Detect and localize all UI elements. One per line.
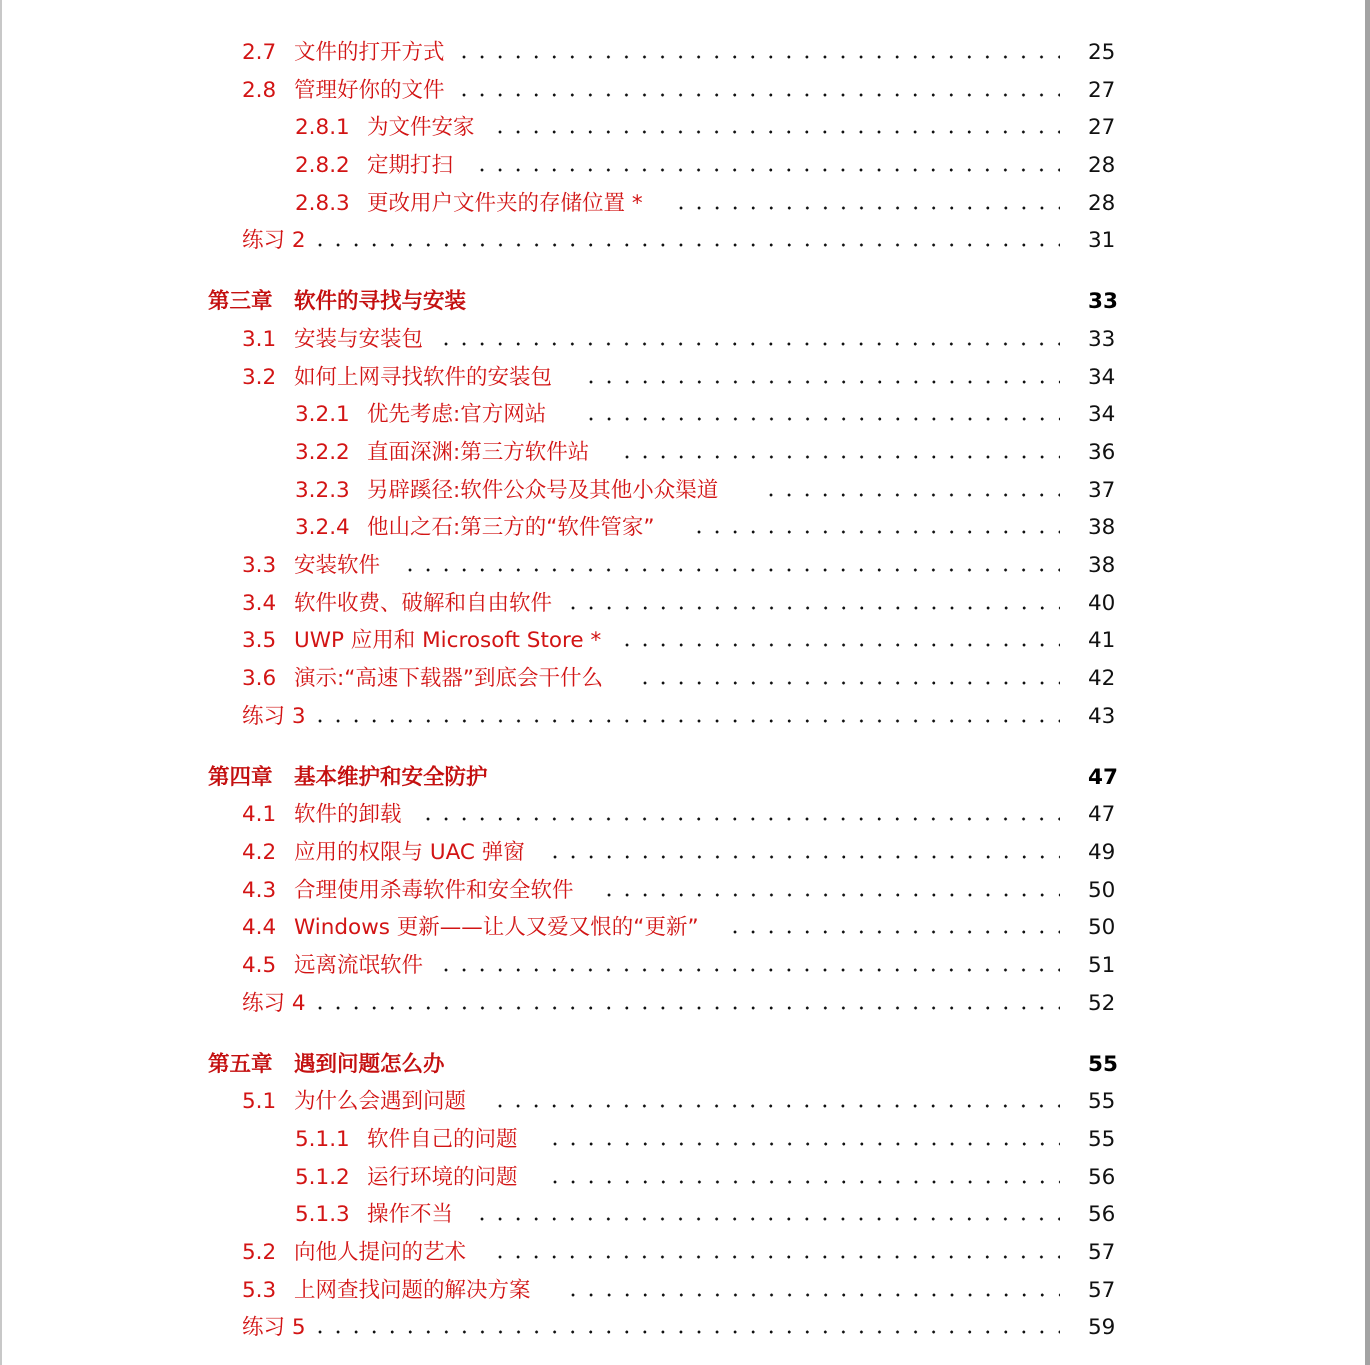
toc-entry-number: 3.2.4: [295, 515, 350, 540]
dot-leader: [401, 551, 1060, 581]
toc-entry-title: 为文件安家: [367, 115, 475, 140]
toc-entry-title: 上网查找问题的解决方案: [294, 1278, 531, 1303]
toc-entry-number: 3.4: [242, 591, 277, 616]
toc-entry-number: 2.8.2: [295, 153, 350, 178]
toc-entry-title: 优先考虑:官方网站: [367, 402, 547, 427]
toc-entry-number: 5.2: [242, 1240, 277, 1265]
toc-entry-title: UWP 应用和 Microsoft Store *: [294, 628, 602, 653]
toc-entry-page-number: 57: [1088, 1240, 1116, 1265]
toc-entry-page-number: 55: [1088, 1089, 1116, 1114]
toc-entry-chapter[interactable]: [0, 1050, 1360, 1080]
toc-entry-number: 2.8.1: [295, 115, 350, 140]
toc-entry-page-number: 47: [1088, 802, 1116, 827]
toc-entry-title: 安装与安装包: [294, 327, 424, 352]
dot-leader: [582, 363, 1060, 393]
toc-entry-page-number: 43: [1088, 704, 1116, 729]
toc-entry-title: 另辟蹊径:软件公众号及其他小众渠道: [367, 478, 719, 503]
toc-entry-page-number: 33: [1088, 327, 1116, 352]
toc-entry-section[interactable]: [0, 76, 1360, 106]
toc-entry-page-number: 34: [1088, 402, 1116, 427]
toc-entry-page-number: 42: [1088, 666, 1116, 691]
toc-entry-title: 基本维护和安全防护: [294, 765, 488, 790]
toc-entry-section[interactable]: [0, 551, 1360, 581]
toc-entry-title: 软件的卸载: [294, 802, 402, 827]
toc-entry-title: 运行环境的问题: [367, 1165, 518, 1190]
toc-entry-page-number: 34: [1088, 365, 1116, 390]
dot-leader: [618, 438, 1060, 468]
toc-entry-number: 2.8.3: [295, 191, 350, 216]
toc-entry-section[interactable]: [0, 626, 1360, 656]
toc-entry-subsection[interactable]: [0, 1125, 1360, 1155]
dot-leader: [762, 476, 1060, 506]
toc-entry-number: 2.8: [242, 78, 277, 103]
dot-leader: [546, 838, 1060, 868]
toc-entry-subsection[interactable]: [0, 438, 1360, 468]
toc-entry-title: 管理好你的文件: [294, 78, 445, 103]
dot-leader: [437, 951, 1060, 981]
toc-entry-title: 软件自己的问题: [367, 1127, 518, 1152]
toc-entry-title: 安装软件: [294, 553, 381, 578]
toc-entry-title: 应用的权限与 UAC 弹窗: [294, 840, 525, 865]
toc-entry-number: 第三章: [208, 289, 273, 314]
dot-leader: [419, 800, 1060, 830]
toc-entry-number: 练习 2: [242, 228, 306, 253]
toc-entry-number: 4.2: [242, 840, 277, 865]
toc-entry-title: 操作不当: [367, 1202, 454, 1227]
toc-entry-page-number: 27: [1088, 78, 1116, 103]
toc-entry-subsection[interactable]: [0, 113, 1360, 143]
toc-entry-number: 3.6: [242, 666, 277, 691]
toc-entry-title: 合理使用杀毒软件和安全软件: [294, 878, 574, 903]
toc-entry-number: 5.1.1: [295, 1127, 350, 1152]
dot-leader: [672, 189, 1060, 219]
dot-leader: [564, 589, 1060, 619]
toc-entry-exercise[interactable]: [0, 226, 1360, 256]
toc-entry-page-number: 27: [1088, 115, 1116, 140]
toc-entry-chapter[interactable]: [0, 287, 1360, 317]
dot-leader: [437, 325, 1060, 355]
toc-entry-section[interactable]: [0, 363, 1360, 393]
toc-entry-page-number: 31: [1088, 228, 1116, 253]
toc-entry-number: 3.1: [242, 327, 277, 352]
dot-leader: [491, 1087, 1060, 1117]
toc-entry-section[interactable]: [0, 951, 1360, 981]
toc-entry-page-number: 25: [1088, 40, 1116, 65]
dot-leader: [455, 38, 1060, 68]
toc-entry-subsection[interactable]: [0, 151, 1360, 181]
toc-entry-number: 3.2.3: [295, 478, 350, 503]
toc-entry-page-number: 28: [1088, 153, 1116, 178]
toc-entry-page-number: 52: [1088, 991, 1116, 1016]
toc-entry-title: Windows 更新——让人又爱又恨的“更新”: [294, 915, 699, 940]
toc-entry-title: 定期打扫: [367, 153, 454, 178]
toc-entry-number: 3.5: [242, 628, 277, 653]
toc-entry-number: 4.1: [242, 802, 277, 827]
dot-leader: [311, 989, 1060, 1019]
toc-entry-number: 3.2.1: [295, 402, 350, 427]
toc-entry-number: 4.3: [242, 878, 277, 903]
toc-entry-section[interactable]: [0, 1276, 1360, 1306]
toc-entry-exercise[interactable]: [0, 1313, 1360, 1343]
toc-entry-subsection[interactable]: [0, 189, 1360, 219]
toc-entry-subsection[interactable]: [0, 476, 1360, 506]
dot-leader: [546, 1163, 1060, 1193]
dot-leader: [582, 400, 1060, 430]
toc-entry-number: 练习 4: [242, 991, 306, 1016]
toc-entry-number: 练习 3: [242, 704, 306, 729]
toc-entry-number: 5.3: [242, 1278, 277, 1303]
dot-leader: [564, 1276, 1060, 1306]
toc-entry-title: 文件的打开方式: [294, 40, 445, 65]
toc-entry-number: 5.1.2: [295, 1165, 350, 1190]
dot-leader: [311, 226, 1060, 256]
toc-entry-page-number: 55: [1088, 1127, 1116, 1152]
toc-entry-number: 第四章: [208, 765, 273, 790]
toc-entry-page-number: 55: [1088, 1052, 1118, 1077]
toc-entry-title: 如何上网寻找软件的安装包: [294, 365, 553, 390]
toc-entry-page-number: 56: [1088, 1202, 1116, 1227]
toc-entry-page-number: 33: [1088, 289, 1118, 314]
dot-leader: [491, 1238, 1060, 1268]
toc-entry-page-number: 49: [1088, 840, 1116, 865]
toc-entry-page-number: 37: [1088, 478, 1116, 503]
toc-entry-title: 软件收费、破解和自由软件: [294, 591, 553, 616]
toc-entry-title: 软件的寻找与安装: [294, 289, 467, 314]
toc-entry-title: 直面深渊:第三方软件站: [367, 440, 590, 465]
toc-entry-number: 第五章: [208, 1052, 273, 1077]
toc-entry-section[interactable]: [0, 589, 1360, 619]
toc-entry-section[interactable]: [0, 800, 1360, 830]
dot-leader: [311, 702, 1060, 732]
dot-leader: [546, 1125, 1060, 1155]
toc-entry-page-number: 50: [1088, 915, 1116, 940]
toc-entry-page-number: 56: [1088, 1165, 1116, 1190]
toc-entry-section[interactable]: [0, 664, 1360, 694]
toc-entry-page-number: 51: [1088, 953, 1116, 978]
toc-entry-page-number: 59: [1088, 1315, 1116, 1340]
toc-entry-page-number: 47: [1088, 765, 1118, 790]
toc-entry-page-number: 38: [1088, 515, 1116, 540]
toc-entry-number: 3.3: [242, 553, 277, 578]
dot-leader: [600, 876, 1060, 906]
dot-leader: [618, 626, 1060, 656]
toc-entry-section[interactable]: [0, 325, 1360, 355]
toc-entry-page-number: 38: [1088, 553, 1116, 578]
toc-entry-number: 4.4: [242, 915, 277, 940]
toc-entry-subsection[interactable]: [0, 1200, 1360, 1230]
dot-leader: [690, 513, 1060, 543]
dot-leader: [491, 113, 1060, 143]
toc-entry-section[interactable]: [0, 1087, 1360, 1117]
toc-entry-subsection[interactable]: [0, 400, 1360, 430]
toc-entry-title: 为什么会遇到问题: [294, 1089, 467, 1114]
toc-entry-title: 他山之石:第三方的“软件管家”: [367, 515, 655, 540]
toc-entry-number: 4.5: [242, 953, 277, 978]
dot-leader: [473, 151, 1060, 181]
toc-entry-page-number: 40: [1088, 591, 1116, 616]
toc-entry-number: 3.2: [242, 365, 277, 390]
toc-entry-title: 远离流氓软件: [294, 953, 424, 978]
dot-leader: [455, 76, 1060, 106]
toc-entry-number: 练习 5: [242, 1315, 306, 1340]
vertical-scrollbar[interactable]: [1365, 0, 1370, 1365]
toc-entry-page-number: 28: [1088, 191, 1116, 216]
toc-entry-section[interactable]: [0, 913, 1360, 943]
toc-entry-exercise[interactable]: [0, 702, 1360, 732]
toc-entry-page-number: 57: [1088, 1278, 1116, 1303]
toc-entry-chapter[interactable]: [0, 763, 1360, 793]
toc-entry-section[interactable]: [0, 838, 1360, 868]
toc-entry-number: 5.1.3: [295, 1202, 350, 1227]
dot-leader: [311, 1313, 1060, 1343]
toc-entry-title: 向他人提问的艺术: [294, 1240, 467, 1265]
toc-entry-section[interactable]: [0, 876, 1360, 906]
toc-entry-number: 2.7: [242, 40, 277, 65]
toc-entry-page-number: 41: [1088, 628, 1116, 653]
toc-entry-title: 演示:“高速下载器”到底会干什么: [294, 666, 604, 691]
toc-entry-exercise[interactable]: [0, 989, 1360, 1019]
dot-leader: [473, 1200, 1060, 1230]
toc-entry-subsection[interactable]: [0, 1163, 1360, 1193]
toc-entry-title: 遇到问题怎么办: [294, 1052, 445, 1077]
toc-entry-number: 5.1: [242, 1089, 277, 1114]
toc-entry-page-number: 50: [1088, 878, 1116, 903]
dot-leader: [636, 664, 1060, 694]
toc-entry-section[interactable]: [0, 38, 1360, 68]
dot-leader: [726, 913, 1060, 943]
toc-entry-section[interactable]: [0, 1238, 1360, 1268]
toc-entry-number: 3.2.2: [295, 440, 350, 465]
toc-entry-subsection[interactable]: [0, 513, 1360, 543]
toc-entry-page-number: 36: [1088, 440, 1116, 465]
toc-entry-title: 更改用户文件夹的存储位置 *: [367, 191, 643, 216]
